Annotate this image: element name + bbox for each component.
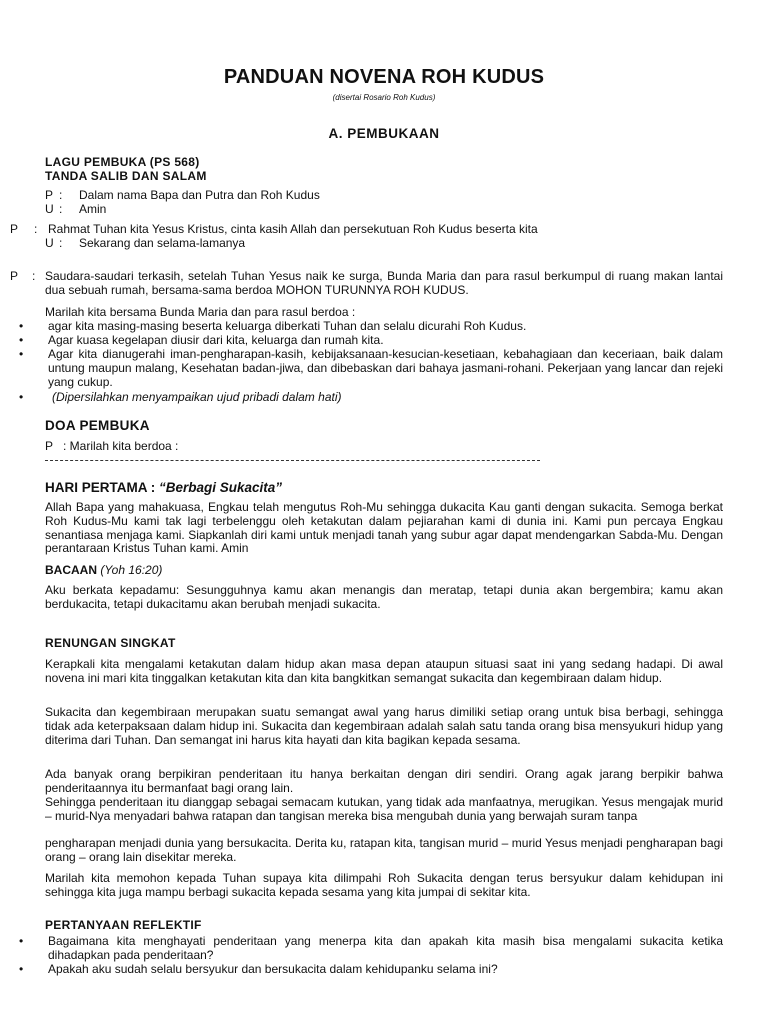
pertanyaan-heading: PERTANYAAN REFLEKTIF xyxy=(45,918,202,932)
opening-prayer: Allah Bapa yang mahakuasa, Engkau telah mengutus Roh-Mu sehingga dukacita Kau ganti dengan sukacita. Semoga berkat Roh Kudus-Mu kami tak lagi terbelenggu oleh ketakutan dalam pejiarahan kami di dunia ini. Kami pun percaya Engkau senantiasa menjaga kami. Siapkanlah diri kami untuk menjadi tanah yang subur agar dapat mendengarkan Sabda-Mu. Dengan perantaraan Kristus Tuhan kami. Amin xyxy=(45,500,723,556)
opening-song-heading: LAGU PEMBUKA (PS 568) xyxy=(45,155,200,169)
day-heading xyxy=(45,480,282,495)
renungan-heading: RENUNGAN SINGKAT xyxy=(45,636,176,650)
renungan-paragraph: Sehingga penderitaan itu dianggap sebagai semacam kutukan, yang tidak ada manfaatnya, merugikan. Yesus mengajak murid – murid-Nya menyadari bahwa ratapan dan tangisan mereka bisa mengubah dunia yang berwajah suram tanpa xyxy=(45,795,723,823)
bullet-icon: • xyxy=(19,390,24,404)
bullet-icon: • xyxy=(19,333,24,347)
dialog-line: U : Amin xyxy=(45,202,107,216)
dialog-text: Amin xyxy=(79,202,107,216)
bullet-icon: • xyxy=(19,319,24,333)
response-text: Sekarang dan selama-lamanya xyxy=(79,236,246,250)
doa-pembuka-line xyxy=(45,440,178,454)
bullet-icon: • xyxy=(19,934,24,948)
renungan-paragraph: Ada banyak orang berpikiran penderitaan itu hanya berkaitan dengan diri sendiri. Orang agak jarang berpikir bahwa penderitaannya itu bermanfaat bagi orang lain. xyxy=(45,767,723,795)
list-item: agar kita masing-masing beserta keluarga diberkati Tuhan dan selalu dicurahi Roh Kudus. xyxy=(48,319,527,333)
greeting-line: P : Rahmat Tuhan kita Yesus Kristus, cinta kasih Allah dan persekutuan Roh Kudus beserta kita xyxy=(10,222,538,236)
intro-colon: : xyxy=(32,269,36,283)
greeting-text: Rahmat Tuhan kita Yesus Kristus, cinta kasih Allah dan persekutuan Roh Kudus beserta kita xyxy=(48,222,538,236)
renungan-paragraph: Kerapkali kita mengalami ketakutan dalam hidup akan masa depan ataupun situasi saat ini yang sedang hadapi. Di awal novena ini mari kita tinggalkan ketakutan kita dan kita bangkitkan semangat sukacita dan kegembiraan dalam hidup. xyxy=(45,657,723,685)
renungan-paragraph: Marilah kita memohon kepada Tuhan supaya kita dilimpahi Roh Sukacita dengan terus bersyukur dalam kehidupan ini sehingga kita juga mampu berbagi sukacita kepada sesama yang kita jumpai di sekitar kita. xyxy=(45,871,723,899)
list-item: Agar kuasa kegelapan diusir dari kita, keluarga dan rumah kita. xyxy=(48,333,384,347)
doa-pembuka-heading: DOA PEMBUKA xyxy=(45,418,150,433)
day-label: HARI PERTAMA : xyxy=(45,480,159,495)
renungan-paragraph: Sukacita dan kegembiraan merupakan suatu semangat awal yang harus dimiliki setiap orang untuk bisa berbagi, sehingga tidak ada keterpaksaan dalam hidup ini. Sukacita dan kegembiraan adalah salah satu tanda orang bisa mensyukuri hidup yang diterima dari Tuhan. Dan semangat ini harus kita hayati dan kita bagikan kepada sesama. xyxy=(45,705,723,747)
bacaan-label: BACAAN xyxy=(45,563,97,577)
renungan-paragraph: pengharapan menjadi dunia yang bersukacita. Derita ku, ratapan kita, tangisan murid – murid Yesus menjadi pengharapan bagi orang – orang lain disekitar mereka. xyxy=(45,836,723,864)
bacaan-heading xyxy=(45,564,162,578)
section-heading-pembukaan: A. PEMBUKAAN xyxy=(328,126,440,141)
greeting-response: U : Sekarang dan selama-lamanya xyxy=(45,236,246,250)
question-item: Bagaimana kita menghayati penderitaan yang menerpa kita dan apakah kita masih bisa mengalami sukacita ketika dihadapkan pada penderitaan? xyxy=(48,934,723,962)
dialog-text: Dalam nama Bapa dan Putra dan Roh Kudus xyxy=(79,188,320,202)
bacaan-reference: (Yoh 16:20) xyxy=(97,563,163,577)
bacaan-text: Aku berkata kepadamu: Sesungguhnya kamu akan menangis dan meratap, tetapi dunia akan bergembira; kamu akan berdukacita, tetapi dukacitamu akan berubah menjadi sukacita. xyxy=(45,583,723,611)
dialog-line: P : Dalam nama Bapa dan Putra dan Roh Kudus xyxy=(45,188,320,202)
sign-of-cross-heading: TANDA SALIB DAN SALAM xyxy=(45,169,207,183)
role-label: P xyxy=(45,188,54,202)
document-subtitle: (disertai Rosario Roh Kudus) xyxy=(332,93,436,102)
bullet-icon: • xyxy=(19,962,24,976)
role-label: P xyxy=(45,439,54,453)
doa-text: : Marilah kita berdoa : xyxy=(63,439,179,453)
separator-line xyxy=(45,460,540,462)
bullet-icon: • xyxy=(19,347,24,361)
question-item: Apakah aku sudah selalu bersyukur dan bersukacita dalam kehidupanku selama ini? xyxy=(48,962,498,976)
list-item: (Dipersilahkan menyampaikan ujud pribadi dalam hati) xyxy=(52,390,342,404)
intro-role: P xyxy=(10,269,19,283)
list-item: Agar kita dianugerahi iman-pengharapan-kasih, kebijaksanaan-kesucian-kesetiaan, kebahagiaan dan keceriaan, baik dalam untung maupun malang, Kesehatan badan-jiwa, dan dibebaskan dari bahaya jasmani-rohani. Pekerjaan yang lancar dan rejeki yang cukup. xyxy=(48,347,723,389)
day-theme: “Berbagi Sukacita” xyxy=(159,480,283,495)
role-label: U xyxy=(45,202,54,216)
intro-paragraph: Saudara-saudari terkasih, setelah Tuhan Yesus naik ke surga, Bunda Maria dan para rasul berkumpul di ruang makan lantai dua sebuah rumah, bersama-sama berdoa MOHON TURUNNYA ROH KUDUS. xyxy=(45,269,723,297)
invitation-text: Marilah kita bersama Bunda Maria dan para rasul berdoa : xyxy=(45,305,356,319)
document-title: PANDUAN NOVENA ROH KUDUS xyxy=(223,66,545,88)
